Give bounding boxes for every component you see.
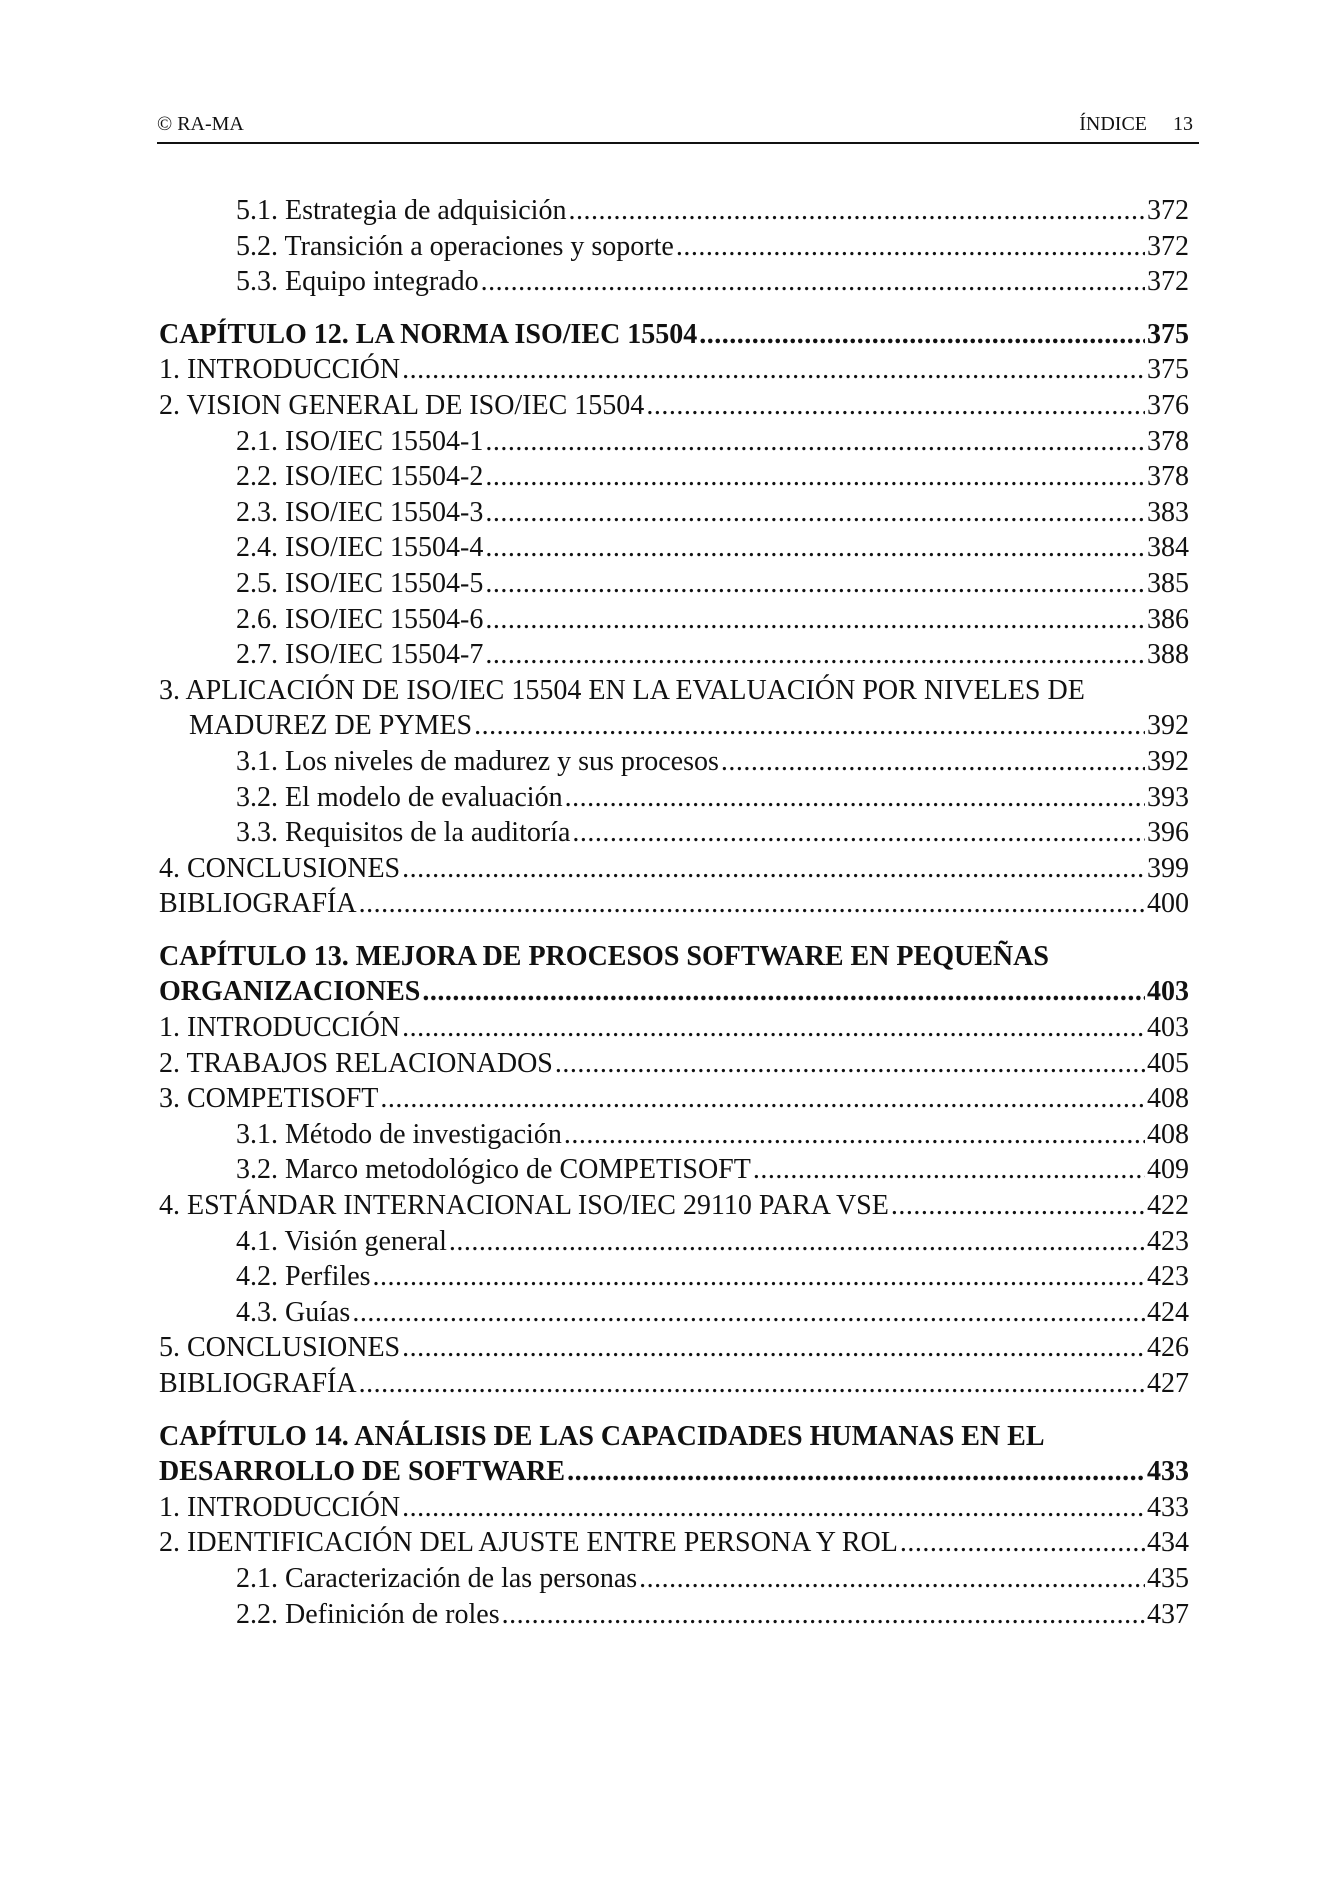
- chapter-heading-continuation: [159, 1454, 1189, 1490]
- dot-leader: [753, 1152, 1145, 1188]
- toc-page-number: 378: [1147, 425, 1189, 457]
- dot-leader: [565, 780, 1145, 816]
- toc-entry-title: 2. VISION GENERAL DE ISO/IEC 15504: [159, 389, 645, 421]
- dot-leader: [402, 1010, 1145, 1046]
- dot-leader: [900, 1525, 1145, 1561]
- toc-entry-title: 4. ESTÁNDAR INTERNACIONAL ISO/IEC 29110 PARA VSE: [159, 1190, 889, 1222]
- toc-entry: [159, 780, 1189, 816]
- toc-page-number: 372: [1147, 195, 1189, 226]
- toc-entry-title: 2.7. ISO/IEC 15504-7: [236, 639, 484, 671]
- toc-entry-title-continued: MADUREZ DE PYMES: [189, 710, 473, 742]
- toc-page-number: 396: [1147, 817, 1189, 849]
- toc-entry: [159, 1330, 1189, 1366]
- toc-entry: [159, 1597, 1189, 1633]
- toc-entry-title: 3.3. Requisitos de la auditoría: [236, 817, 571, 849]
- dot-leader: [402, 1330, 1145, 1366]
- dot-leader: [359, 1366, 1145, 1402]
- toc-entry-title: 3. APLICACIÓN DE ISO/IEC 15504 EN LA EVALUACIÓN POR NIVELES DE: [159, 674, 1085, 706]
- toc-entry-title: 2.6. ISO/IEC 15504-6: [236, 603, 484, 635]
- toc-entry-title-continued: DESARROLLO DE SOFTWARE: [159, 1456, 566, 1488]
- toc-entry: [159, 1490, 1189, 1526]
- toc-entry-title: 4.2. Perfiles: [236, 1261, 371, 1293]
- chapter-heading-continuation: [159, 974, 1189, 1010]
- dot-leader: [449, 1224, 1145, 1260]
- dot-leader: [474, 708, 1145, 744]
- toc-page-number: 423: [1147, 1225, 1189, 1257]
- dot-leader: [485, 530, 1145, 566]
- toc-entry: [159, 815, 1189, 851]
- toc-entry: [159, 1117, 1189, 1153]
- toc-page-number: 392: [1147, 745, 1189, 777]
- toc-entry: [159, 495, 1189, 531]
- toc-entry: [159, 1366, 1189, 1402]
- toc-entry: [159, 744, 1189, 780]
- toc-page-number: 372: [1147, 266, 1189, 298]
- dot-leader: [639, 1561, 1145, 1597]
- toc-entry-title: 2.2. Definición de roles: [236, 1598, 500, 1630]
- toc-entry-title: 5. CONCLUSIONES: [159, 1332, 401, 1364]
- toc-page-number: 385: [1147, 567, 1189, 599]
- toc-entry-title: 5.2. Transición a operaciones y soporte: [236, 230, 674, 262]
- dot-leader: [481, 264, 1145, 300]
- toc-page-number: 376: [1147, 389, 1189, 421]
- dot-leader: [568, 193, 1145, 229]
- toc-entry: [159, 1561, 1189, 1597]
- toc-entry-title: 3.2. El modelo de evaluación: [236, 781, 563, 813]
- toc-entry: [159, 1224, 1189, 1260]
- toc-entry-title: 2.3. ISO/IEC 15504-3: [236, 496, 484, 528]
- toc-entry-title: 4. CONCLUSIONES: [159, 852, 401, 884]
- toc-entry-title: BIBLIOGRAFÍA: [159, 1368, 357, 1399]
- toc-page-number: 393: [1147, 781, 1189, 813]
- toc-entry: [159, 193, 1189, 229]
- chapter-heading: [159, 939, 1189, 975]
- dot-leader: [891, 1188, 1145, 1224]
- header-right-group: [1079, 113, 1193, 136]
- toc-entry: [159, 388, 1189, 424]
- dot-leader: [402, 352, 1145, 388]
- toc-entry: [159, 1010, 1189, 1046]
- toc-page-number: 386: [1147, 603, 1189, 635]
- dot-leader: [485, 566, 1145, 602]
- page-number: 13: [1173, 113, 1193, 135]
- toc-entry-title: 1. INTRODUCCIÓN: [159, 1012, 401, 1044]
- toc-entry: [159, 229, 1189, 265]
- toc-page-number: 403: [1147, 1012, 1189, 1044]
- toc-page-number: 392: [1147, 710, 1189, 742]
- toc-page-number: 403: [1147, 976, 1189, 1008]
- toc-entry-title: 2.1. ISO/IEC 15504-1: [236, 425, 484, 457]
- toc-entry: [159, 530, 1189, 566]
- dot-leader: [485, 637, 1145, 673]
- dot-leader: [359, 886, 1145, 922]
- toc-entry-title: 2.2. ISO/IEC 15504-2: [236, 461, 484, 493]
- toc-entry: [159, 459, 1189, 495]
- toc-page-number: 384: [1147, 532, 1189, 564]
- dot-leader: [567, 1454, 1145, 1490]
- toc-entry: [159, 851, 1189, 887]
- toc-entry: [159, 352, 1189, 388]
- toc-entry-title: CAPÍTULO 12. LA NORMA ISO/IEC 15504: [159, 318, 698, 350]
- dot-leader: [485, 459, 1145, 495]
- dot-leader: [564, 1117, 1145, 1153]
- toc-entry: [159, 637, 1189, 673]
- toc-entry-title: 5.1. Estrategia de adquisición: [236, 195, 567, 226]
- publisher-mark: © RA-MA: [157, 113, 244, 135]
- toc-page-number: 426: [1147, 1332, 1189, 1364]
- toc-page-number: 405: [1147, 1047, 1189, 1079]
- toc-page-number: 422: [1147, 1190, 1189, 1222]
- dot-leader: [485, 602, 1145, 638]
- toc-entry-title: BIBLIOGRAFÍA: [159, 888, 357, 920]
- dot-leader: [402, 1490, 1145, 1526]
- toc-entry-title: 1. INTRODUCCIÓN: [159, 354, 401, 386]
- toc-page-number: 375: [1147, 318, 1189, 350]
- dot-leader: [402, 851, 1145, 887]
- toc-entry-title: CAPÍTULO 13. MEJORA DE PROCESOS SOFTWARE EN PEQUEÑAS: [159, 940, 1049, 972]
- toc-entry: [159, 1259, 1189, 1295]
- dot-leader: [422, 974, 1145, 1010]
- toc-entry-title: 2. IDENTIFICACIÓN DEL AJUSTE ENTRE PERSONA Y ROL: [159, 1527, 898, 1559]
- toc-entry-title: 3.1. Método de investigación: [236, 1118, 562, 1150]
- toc-page-number: 409: [1147, 1154, 1189, 1186]
- toc-entry-title: 3.1. Los niveles de madurez y sus procesos: [236, 745, 719, 777]
- toc-page-number: 378: [1147, 461, 1189, 493]
- dot-leader: [572, 815, 1145, 851]
- running-header: [157, 110, 1199, 144]
- toc-page-number: 427: [1147, 1368, 1189, 1399]
- toc-page-number: 434: [1147, 1527, 1189, 1559]
- toc-page-number: 400: [1147, 888, 1189, 920]
- section-title: ÍNDICE: [1079, 113, 1147, 135]
- toc-page-number: 388: [1147, 639, 1189, 671]
- toc-entry: [159, 1295, 1189, 1331]
- toc-entry-title-continued: ORGANIZACIONES: [159, 976, 421, 1008]
- toc-entry: [159, 1046, 1189, 1082]
- toc-page-number: 433: [1147, 1456, 1189, 1488]
- dot-leader: [373, 1259, 1145, 1295]
- toc-entry: [159, 264, 1189, 300]
- toc-page-number: 424: [1147, 1296, 1189, 1328]
- dot-leader: [485, 495, 1145, 531]
- toc-entry: [159, 424, 1189, 460]
- toc-entry-title: 2. TRABAJOS RELACIONADOS: [159, 1047, 553, 1079]
- dot-leader: [502, 1597, 1145, 1633]
- toc-page-number: 372: [1147, 230, 1189, 262]
- toc-entry-continuation: [159, 708, 1189, 744]
- toc-entry-title: CAPÍTULO 14. ANÁLISIS DE LAS CAPACIDADES HUMANAS EN EL: [159, 1420, 1045, 1452]
- table-of-contents: [159, 193, 1189, 1632]
- toc-entry: [159, 566, 1189, 602]
- chapter-heading: [159, 317, 1189, 353]
- toc-page-number: 408: [1147, 1118, 1189, 1150]
- toc-page-number: 375: [1147, 354, 1189, 386]
- toc-entry-title: 3. COMPETISOFT: [159, 1083, 379, 1115]
- toc-page-number: 435: [1147, 1562, 1189, 1594]
- dot-leader: [352, 1295, 1145, 1331]
- toc-entry: [159, 886, 1189, 922]
- toc-entry-title: 2.1. Caracterización de las personas: [236, 1562, 638, 1594]
- dot-leader: [721, 744, 1145, 780]
- dot-leader: [555, 1046, 1145, 1082]
- chapter-heading: [159, 1419, 1189, 1455]
- dot-leader: [380, 1081, 1145, 1117]
- dot-leader: [646, 388, 1145, 424]
- toc-page-number: 437: [1147, 1598, 1189, 1630]
- toc-entry-title: 1. INTRODUCCIÓN: [159, 1491, 401, 1523]
- toc-page-number: 408: [1147, 1083, 1189, 1115]
- toc-entry-title: 5.3. Equipo integrado: [236, 266, 479, 298]
- toc-entry-title: 4.1. Visión general: [236, 1225, 447, 1257]
- toc-page-number: 383: [1147, 496, 1189, 528]
- toc-page-number: 423: [1147, 1261, 1189, 1293]
- toc-entry-title: 4.3. Guías: [236, 1296, 351, 1328]
- toc-entry: [159, 1525, 1189, 1561]
- dot-leader: [676, 229, 1145, 265]
- toc-entry: [159, 1188, 1189, 1224]
- toc-entry: [159, 602, 1189, 638]
- toc-entry: [159, 1081, 1189, 1117]
- dot-leader: [485, 424, 1145, 460]
- toc-entry-title: 3.2. Marco metodológico de COMPETISOFT: [236, 1154, 751, 1186]
- dot-leader: [699, 317, 1145, 353]
- toc-entry-title: 2.4. ISO/IEC 15504-4: [236, 532, 484, 564]
- toc-page-number: 399: [1147, 852, 1189, 884]
- toc-entry-title: 2.5. ISO/IEC 15504-5: [236, 567, 484, 599]
- toc-entry: [159, 1152, 1189, 1188]
- toc-entry: [159, 673, 1189, 709]
- toc-page-number: 433: [1147, 1491, 1189, 1523]
